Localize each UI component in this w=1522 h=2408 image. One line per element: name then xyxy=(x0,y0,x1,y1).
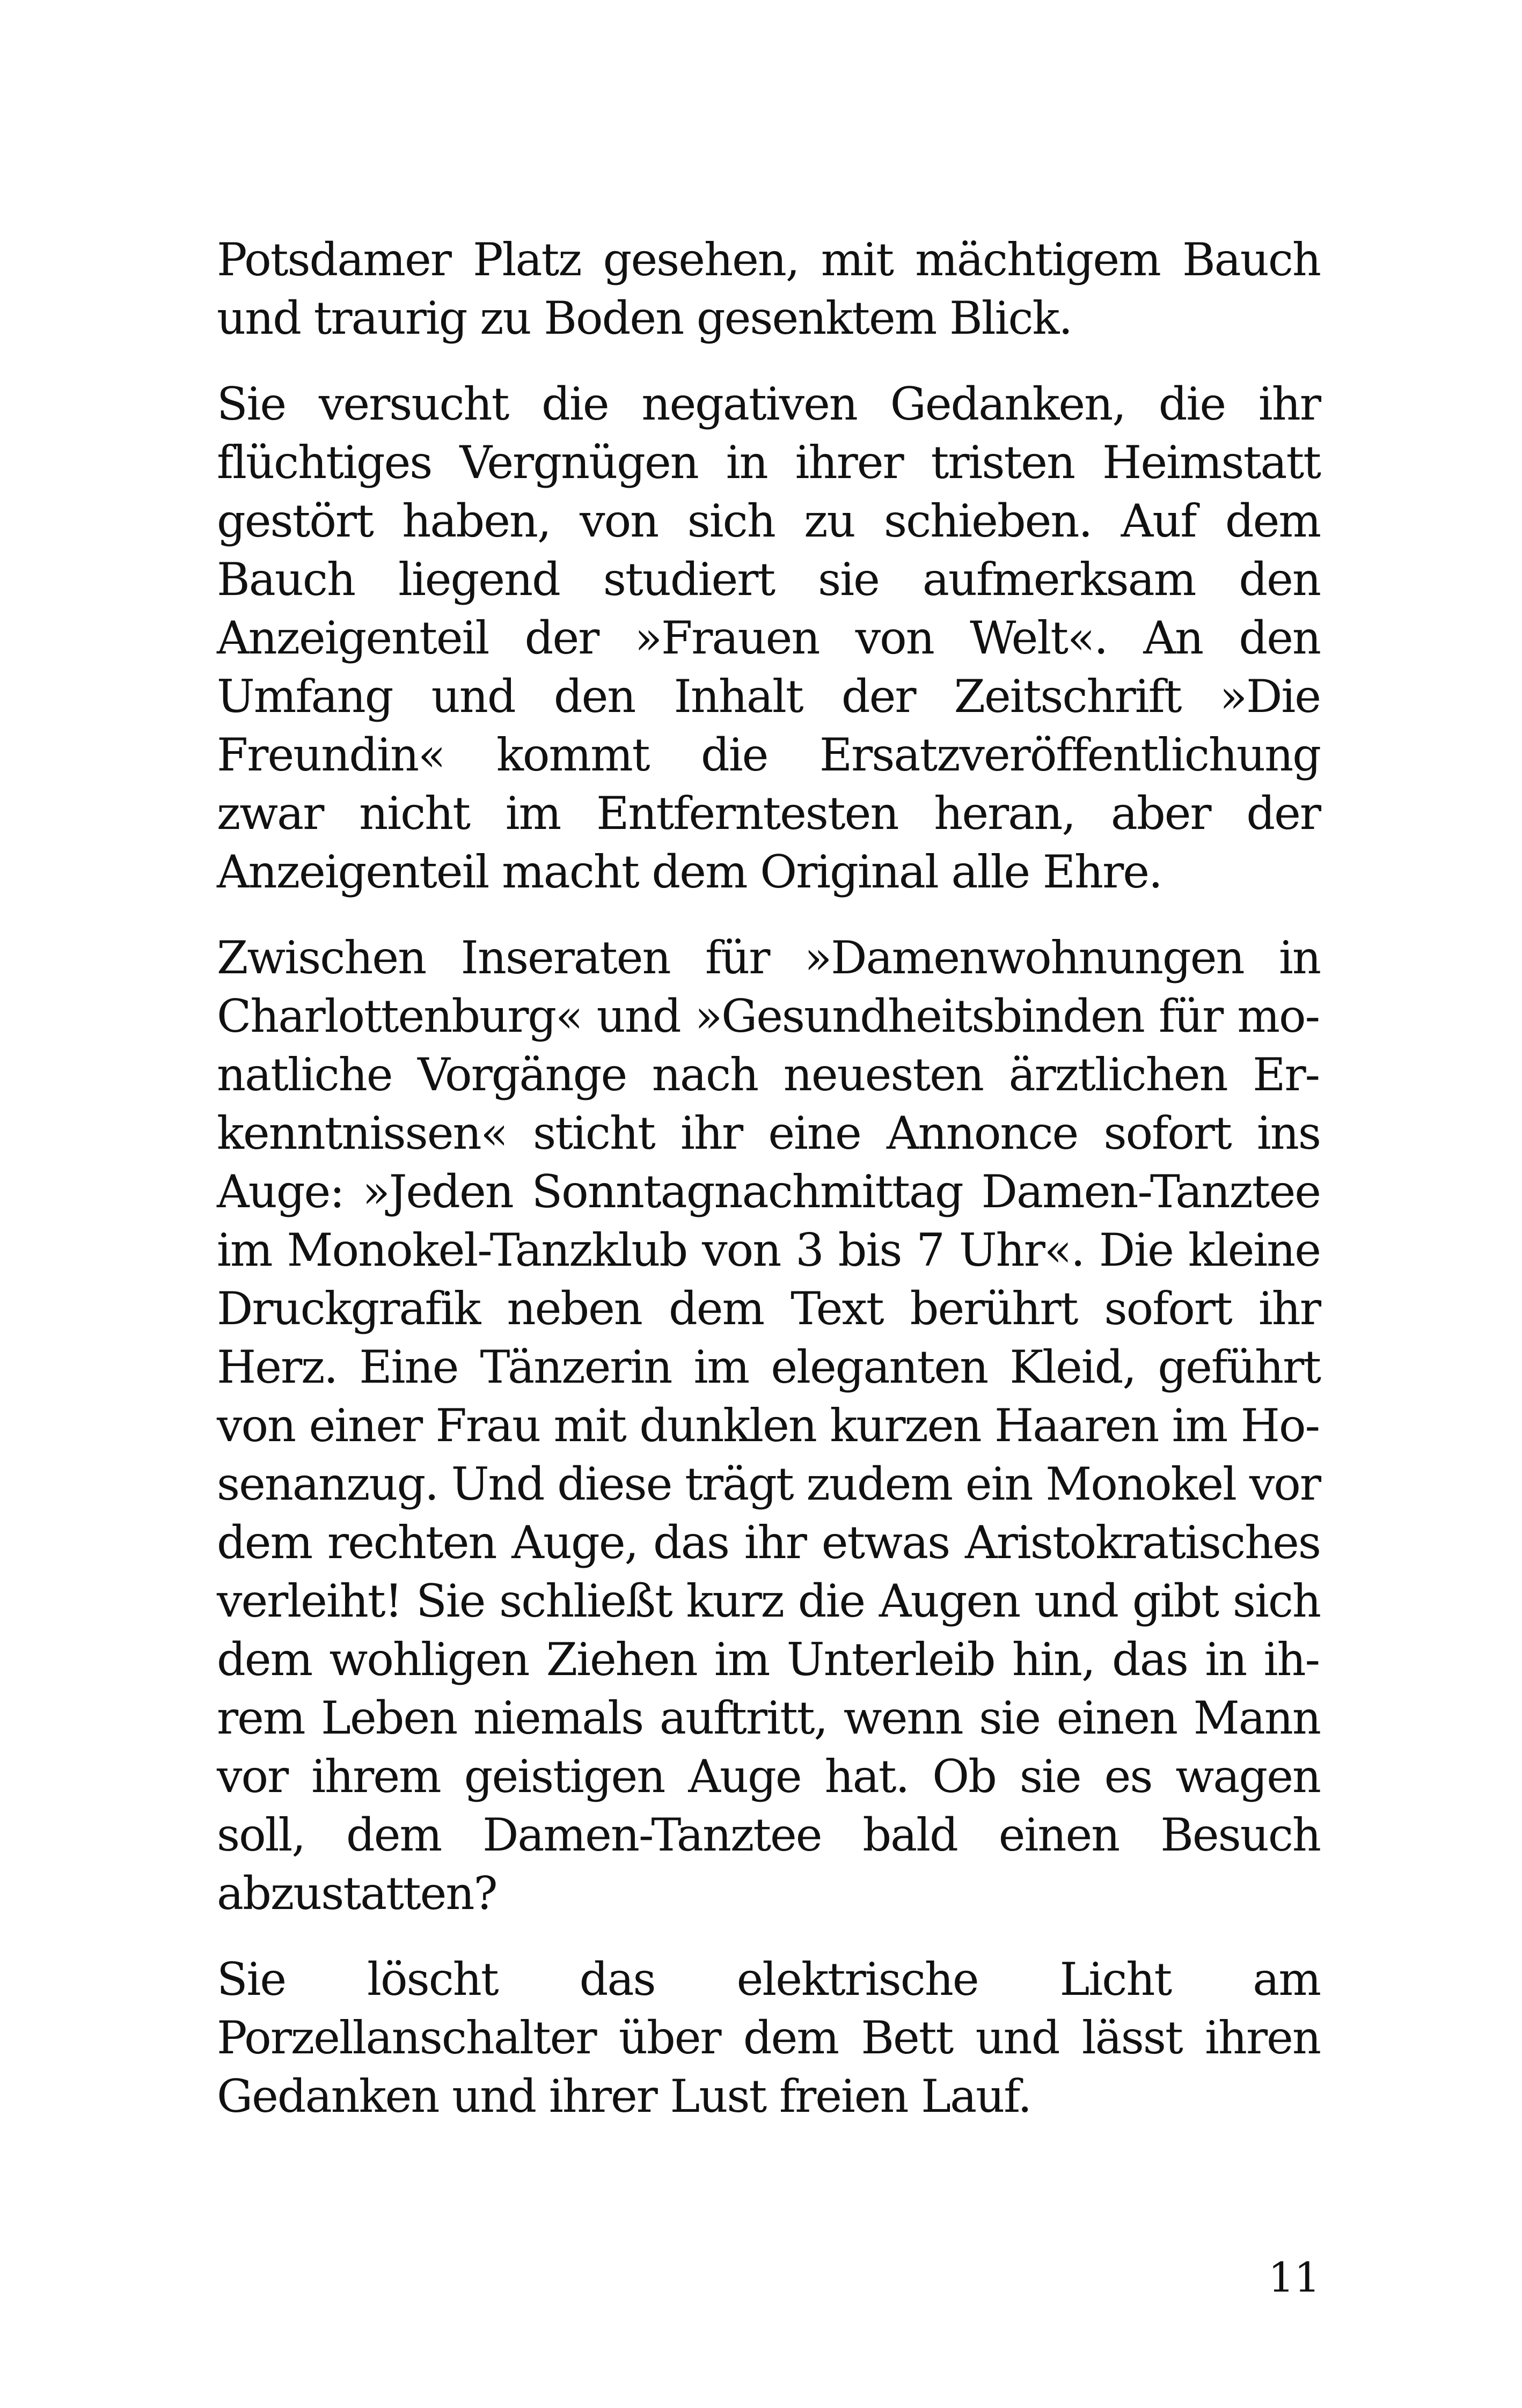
paragraph-3: Zwischen Inseraten für »Damenwohnungen in Charlottenburg« und »Gesundheitsbinden für monatliche Vorgänge nach neuesten ärztlichen Erkenntnissen« sticht ihr eine Annonce sofort ins Auge: »Jeden Sonntagnachmittag Damen-Tanztee im Monokel-Tanzklub von 3 bis 7 Uhr«. Die kleine Druckgrafik neben dem Text berührt sofort ihr Herz. Eine Tänzerin im eleganten Kleid, geführt von einer Frau mit dunklen kurzen Haaren im Hosenanzug. Und diese trägt zudem ein Monokel vor dem rechten Auge, das ihr etwas Aristokratisches verleiht! Sie schließt kurz die Augen und gibt sich dem wohligen Ziehen im Unterleib hin, das in ihrem Leben niemals auftritt, wenn sie einen Mann vor ihrem geistigen Auge hat. Ob sie es wagen soll, dem Damen-Tanztee bald einen Besuch abzustatten? xyxy=(217,931,1320,1920)
paragraph-4: Sie löscht das elektrische Licht am Porzellanschalter über dem Bett und lässt ihren Gedanken und ihrer Lust freien Lauf. xyxy=(217,1953,1320,2123)
paragraph-1: Potsdamer Platz gesehen, mit mächtigem Bauch und traurig zu Boden gesenktem Blick. xyxy=(217,233,1320,344)
body-text xyxy=(217,231,1320,2153)
paragraph-2: Sie versucht die negativen Gedanken, die ihr flüchtiges Vergnügen in ihrer tristen Heimstatt gestört haben, von sich zu schieben. Auf dem Bauch liegend studiert sie aufmerksam den Anzeigenteil der »Frauen von Welt«. An den Umfang und den Inhalt der Zeitschrift »Die Freundin« kommt die Ersatzveröffentlichung zwar nicht im Entferntesten heran, aber der Anzeigenteil macht dem Original alle Ehre. xyxy=(217,378,1320,898)
page-number: 11 xyxy=(1268,2253,1320,2301)
